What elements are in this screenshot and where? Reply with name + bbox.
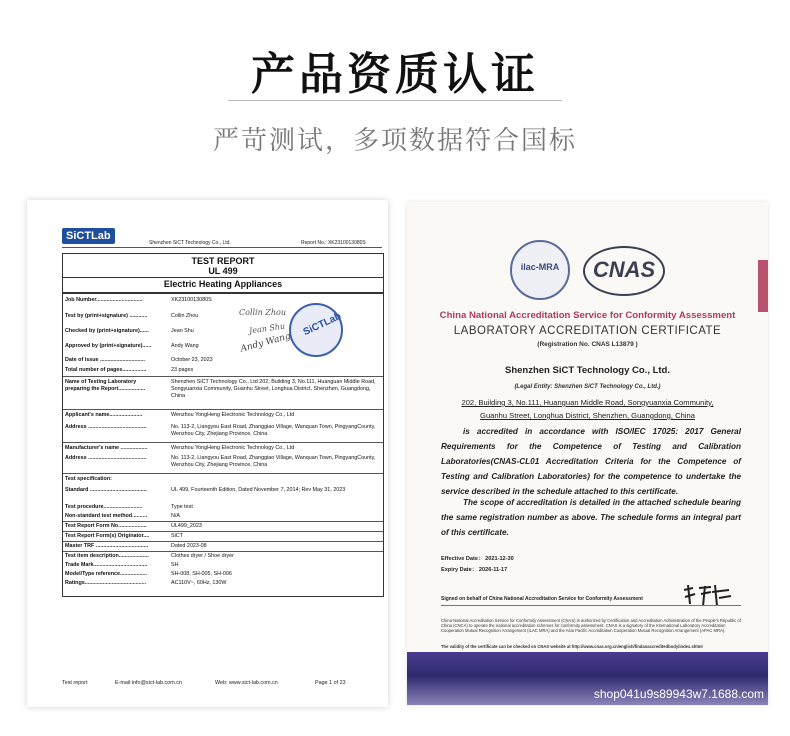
cnas-logo <box>583 246 665 296</box>
address-line-1: 202, Building 3, No.111, Huanguan Middle Road, Songyuanxia Community, <box>461 398 714 407</box>
table-divider <box>63 473 383 474</box>
certificate-org: China National Accreditation Service for Conformity Assessment <box>439 310 736 321</box>
report-standard-code: UL 499 <box>208 266 238 276</box>
report-company-header: Shenzhen SiCT Technology Co., Ltd. <box>149 240 231 246</box>
row-label: Total number of pages................ <box>65 367 147 373</box>
row-value: Clothes dryer / Shoe dryer <box>171 553 234 559</box>
row-label: Non-standard test method.......... <box>65 513 148 519</box>
signature-jean: Jean Shu <box>248 321 286 336</box>
row-value: No. 113-2, Liangyou East Road, Zhanggiao Village, Wanquan Town, PingyangCounty, Wenzhou City, Zhejiang Province, China <box>171 455 376 468</box>
sictlab-stamp <box>289 303 343 357</box>
table-divider <box>63 376 383 377</box>
table-divider <box>63 442 383 443</box>
row-value: SH <box>171 562 179 568</box>
row-label: Standard ...................................... <box>65 487 147 493</box>
row-value: Jean Shu <box>171 328 194 334</box>
row-label: Date of issue .............................. <box>65 357 145 363</box>
table-divider <box>63 551 383 552</box>
expiry-date: Expiry Date： 2026-11-17 <box>441 567 508 573</box>
row-label: Address ....................................... <box>65 455 147 461</box>
row-label: Test procedure.......................... <box>65 504 143 510</box>
row-label: Ratings......................................... <box>65 580 147 586</box>
row-value: Andy Wang <box>171 343 199 349</box>
row-label: Master TRF ................................... <box>65 543 149 549</box>
certificate-title: LABORATORY ACCREDITATION CERTIFICATE <box>453 325 722 337</box>
stamp-text: SiCTLab <box>301 310 343 339</box>
report-number-header: Report No.: XK2310013080S <box>301 240 366 246</box>
row-value: Dated 2023-08 <box>171 543 207 549</box>
row-label: Job Number............................... <box>65 297 143 303</box>
signature-andy: Andy Wang <box>239 331 292 355</box>
sictlab-logo: SiCTLab <box>62 228 115 244</box>
report-product: Electric Heating Appliances <box>63 277 383 289</box>
ilac-logo-text: ilac-MRA <box>520 262 560 272</box>
signature-rule <box>441 605 741 606</box>
row-label: Test by (print+signature) ............ <box>65 313 148 319</box>
certificate-fine-print: China National Accreditation Service for Conformity Assessment (CNAS) is authorized by Certification and Accreditation Administration of the People's Republic of China (CNCA) to operate the national accreditation schemes for conformity assessment. CNAS is a signatory of the International Laboratory Accreditation Cooperation Mutual Recognition Arrangement (ILAC MRA) and the Asia Pacific Accreditation Cooperation Mutual Recognition Arrangement (APAC MRA). <box>441 618 741 633</box>
legal-entity: (Legal Entity: Shenzhen SiCT Technology Co., Ltd.) <box>514 384 661 390</box>
row-label: Manufacturer's name .................. <box>65 445 148 451</box>
cnas-certificate <box>407 202 768 705</box>
row-label: Test Report Form No................... <box>65 523 147 529</box>
certificate-validity-note: The validity of the certificate can be checked on CNAS website at http://www.cnas.org.cn/english/findanaccreditedbody/index.shtml <box>441 644 703 649</box>
address-line-2: Guanhu Street, Longhua District, Shenzhen, Guangdong, China <box>480 411 695 420</box>
row-label: Applicant's name...................... <box>65 412 143 418</box>
row-value: Wenzhou YongHeng Electronic Technology Co., Ltd <box>171 412 295 418</box>
row-value: SH-008, SH-005, SH-006 <box>171 571 232 577</box>
table-divider <box>63 541 383 542</box>
shop-watermark: shop041u9s89943w7.1688.com <box>593 687 764 701</box>
row-value: Shenzhen SiCT Technology Co., Ltd 202, Building 3, No.111, Huanguan Middle Road, Songyuanxia Community, Guanhu Street, Longhua District, Shenzhen, Guangdong, China <box>171 379 376 399</box>
row-label: Checked by (print+signature)...... <box>65 328 149 334</box>
row-value: AC110V~, 60Hz, 130W <box>171 580 227 586</box>
accredited-company: Shenzhen SiCT Technology Co., Ltd. <box>504 365 671 376</box>
report-heading: TEST REPORT <box>191 256 255 266</box>
row-label: Address ....................................... <box>65 424 147 430</box>
footer-label: Test report <box>62 680 88 686</box>
row-value: 23 pages <box>171 367 194 373</box>
footer-web: Web: www.sict-lab.com.cn <box>215 680 278 686</box>
row-label: Approved by (print+signature)...... <box>65 343 152 349</box>
row-value: Collin Zhou <box>171 313 199 319</box>
ilac-mra-logo <box>510 240 570 300</box>
row-label: Test Report Form(s) Originator.... <box>65 533 150 539</box>
effective-date: Effective Date： 2021-12-30 <box>441 556 514 562</box>
certificate-side-tab <box>758 260 768 312</box>
cnas-logo-text: CNAS <box>592 257 656 282</box>
title-divider <box>228 100 562 101</box>
table-divider <box>63 409 383 410</box>
page-subtitle: 严苛测试，多项数据符合国标 <box>212 126 577 156</box>
row-value: Wenzhou YongHeng Electronic Technology Co., Ltd <box>171 445 295 451</box>
row-value: N/A <box>171 513 180 519</box>
row-label: Name of Testing Laboratory preparing the Report.................. <box>65 379 146 392</box>
accreditation-statement: is accredited in accordance with ISO/IEC 17025: 2017 General Requirements for the Competence of Testing and Calibration Laboratories(CNAS-CL01 Accreditation Criteria for the Competence of Testing and Calibration Laboratories) for the competence to undertake the service described in the schedule attached to this certificate. <box>441 427 741 496</box>
row-label: Test item description.................... <box>65 553 149 559</box>
table-divider <box>63 521 383 522</box>
registration-number: (Registration No. CNAS L13879 ) <box>537 341 638 348</box>
row-value: UL499_2023 <box>171 523 202 529</box>
table-divider <box>63 531 383 532</box>
page-title: 产品资质认证 <box>251 49 539 100</box>
row-label: Model/Type reference.................. <box>65 571 147 577</box>
scope-statement: The scope of accreditation is detailed in the attached schedule bearing the same registration number as above. The schedule forms an integral part of this certificate. <box>441 498 741 537</box>
test-report-document <box>27 200 388 707</box>
row-value: UL 499, Fourteenth Edition, Dated November 7, 2014; Rev May 31, 2023 <box>171 487 346 493</box>
row-value: XK2310013080S <box>171 297 212 303</box>
row-label: Trade Mark.................................... <box>65 562 148 568</box>
footer-page-number: Page 1 of 23 <box>315 680 346 686</box>
footer-email: E-mail:info@sict-lab.com.cn <box>115 680 182 686</box>
row-value: October 23, 2023 <box>171 357 213 363</box>
row-label: Test specification: <box>65 476 112 482</box>
signature-collin: Collin Zhou <box>239 308 286 317</box>
row-value: No. 113-2, Liangyou East Road, Zhanggiao Village, Wanquan Town, PingyangCounty, Wenzhou City, Zhejiang Province, China <box>171 424 376 437</box>
row-value: Type test <box>171 504 193 510</box>
signed-on-behalf: Signed on behalf of China National Accreditation Service for Conformity Assessment <box>441 596 643 602</box>
row-value: SiCT <box>171 533 183 539</box>
report-title-box <box>62 253 384 293</box>
header-rule <box>62 247 382 248</box>
